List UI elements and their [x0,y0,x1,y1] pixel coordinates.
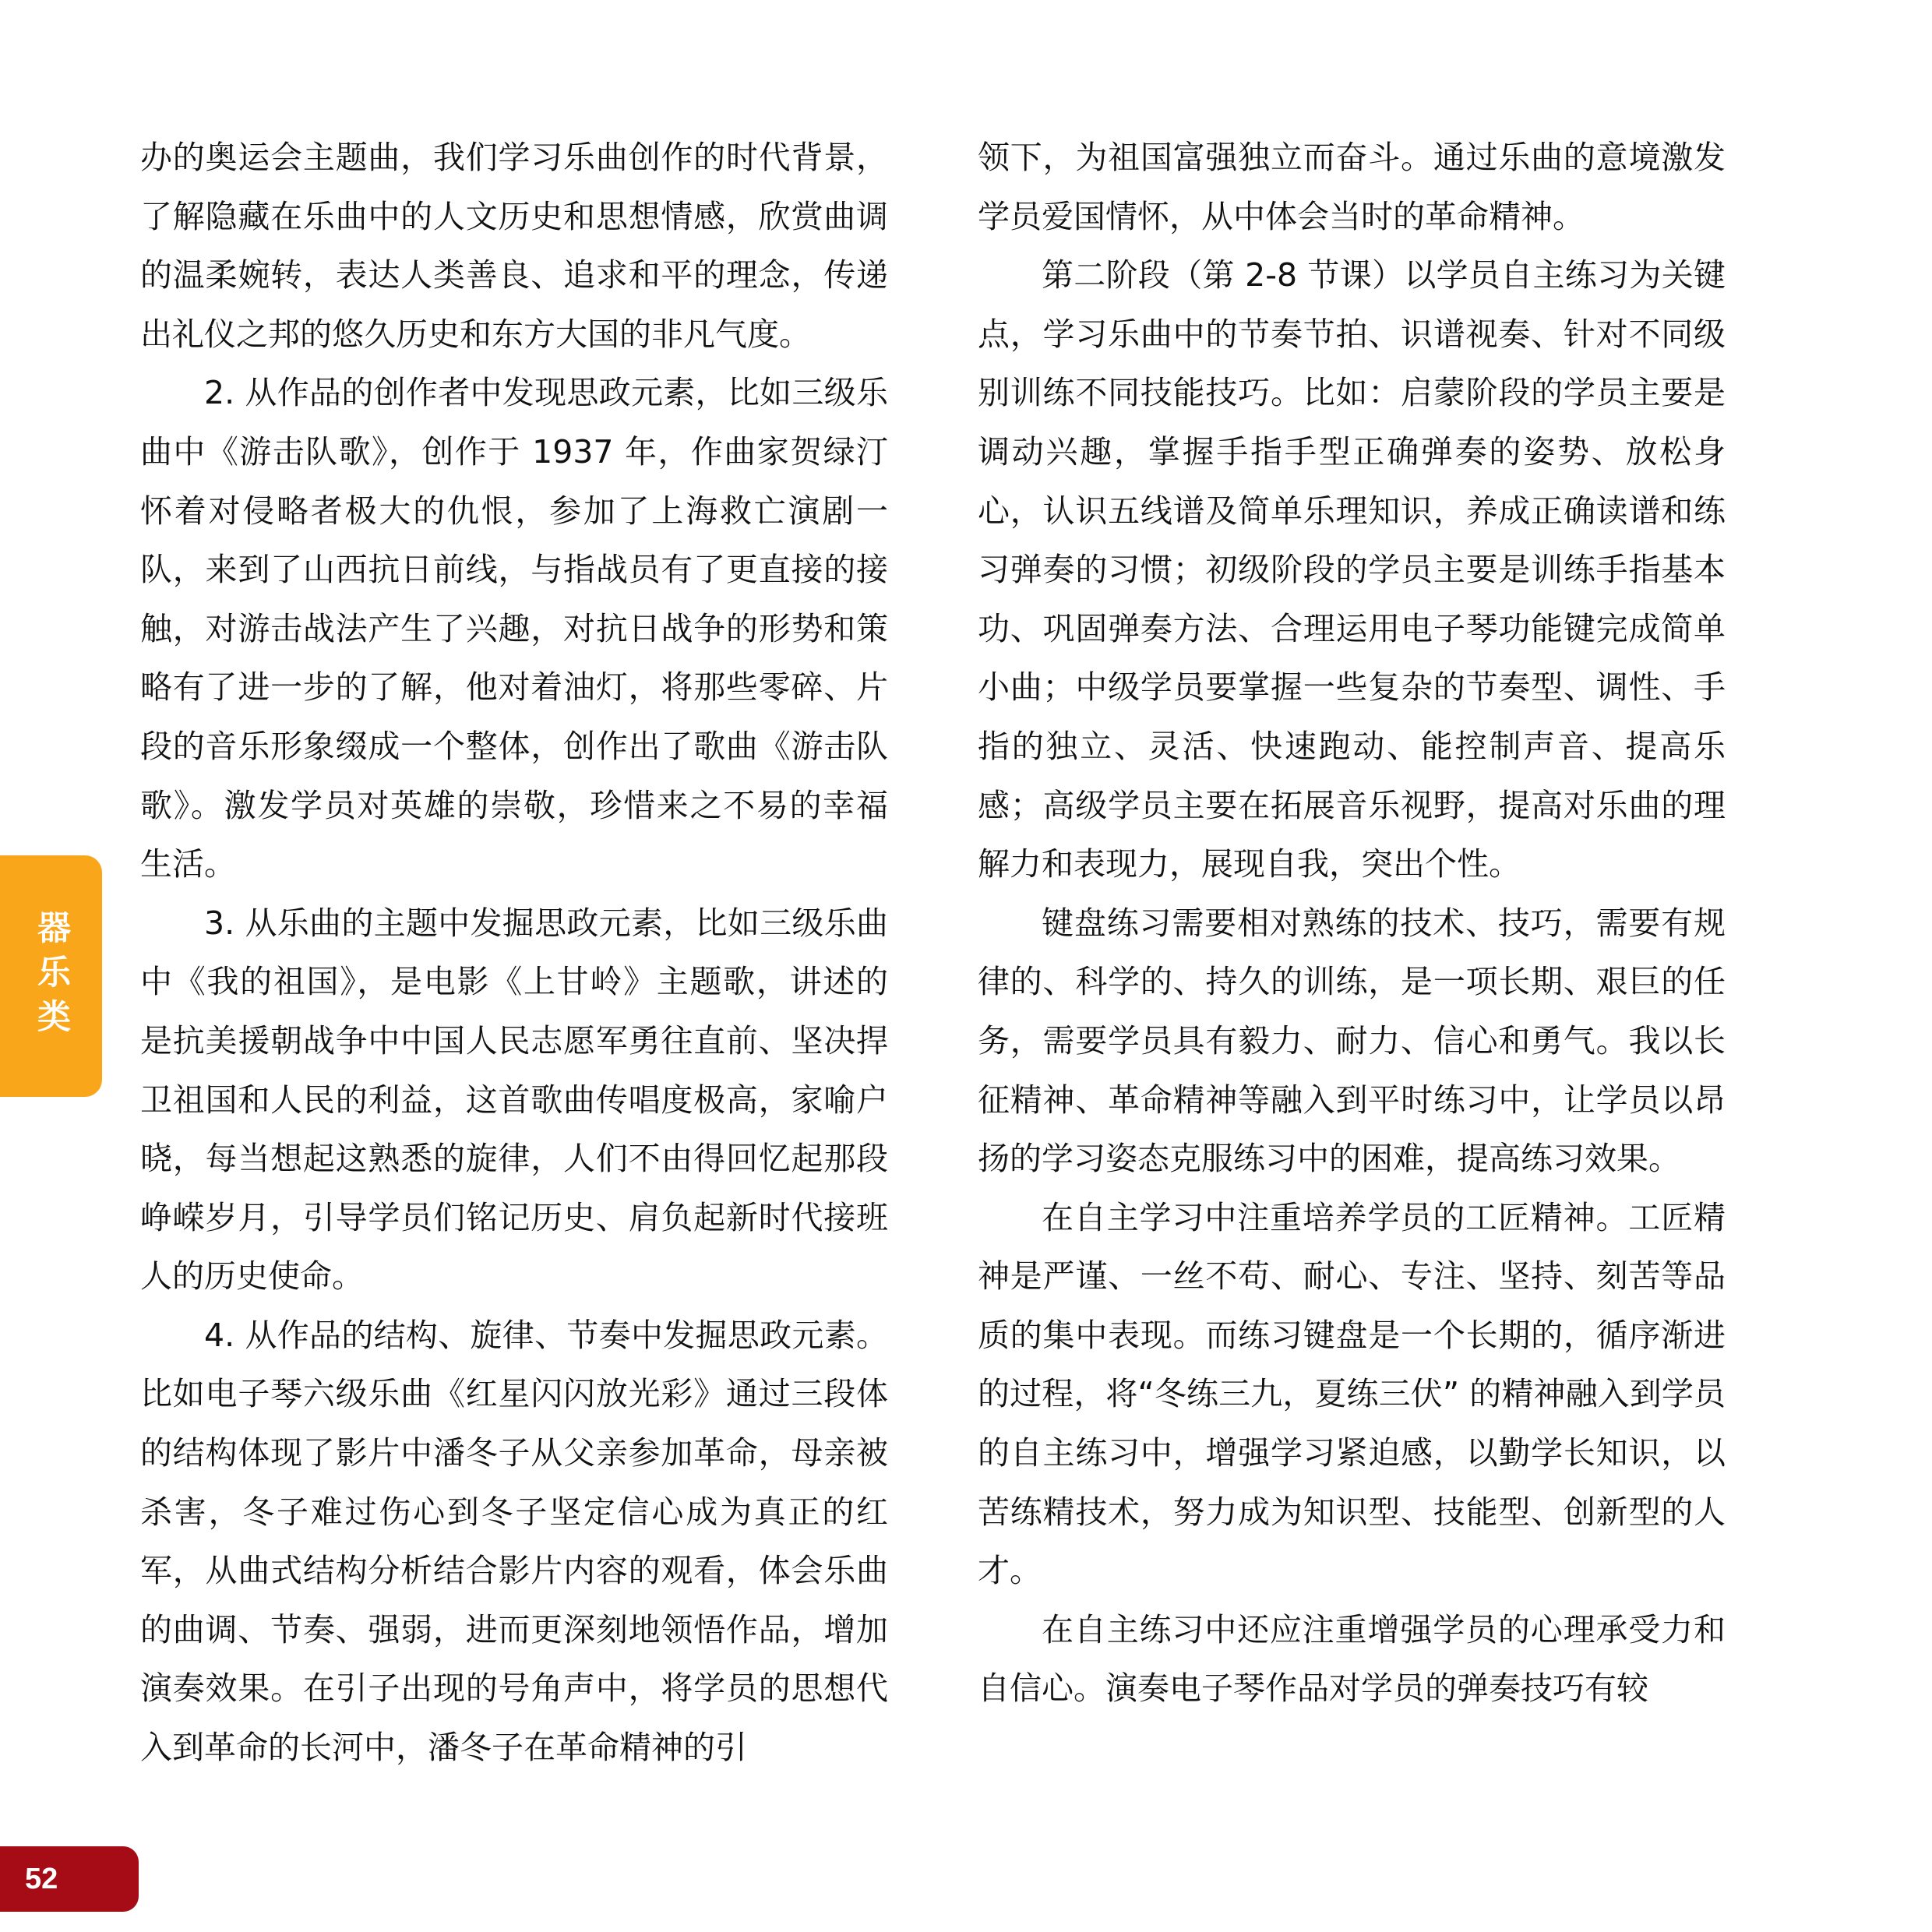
right-text-column [978,129,1726,1719]
paragraph: 在自主练习中还应注重增强学员的心理承受力和自信心。演奏电子琴作品对学员的弹奏技巧有较 [978,1610,1726,1708]
paragraph: 4. 从作品的结构、旋律、节奏中发掘思政元素。比如电子琴六级乐曲《红星闪闪放光彩》通过三段体的结构体现了影片中潘冬子从父亲参加革命，母亲被杀害，冬子难过伤心到冬子坚定信心成为真正的红军，从曲式结构分析结合影片内容的观看，体会乐曲的曲调、节奏、强弱，进而更深刻地领悟作品，增加演奏效果。在引子出现的号角声中，将学员的思想代入到革命的长河中，潘冬子在革命精神的引 [140,1316,888,1767]
section-tab-label: 器乐类 [32,909,71,1043]
paragraph: 领下，为祖国富强独立而奋斗。通过乐曲的意境激发学员爱国情怀，从中体会当时的革命精神。 [978,139,1726,235]
page-number: 52 [0,1846,139,1912]
paragraph: 在自主学习中注重培养学员的工匠精神。工匠精神是严谨、一丝不苟、耐心、专注、坚持、刻苦等品质的集中表现。而练习键盘是一个长期的，循序渐进的过程，将“冬练三九，夏练三伏” 的精神融入到学员的自主练习中，增强学习紧迫感，以勤学长知识，以苦练精技术，努力成为知识型、技能型、创新型的人才。 [978,1198,1726,1590]
section-tab [0,855,102,1097]
paragraph: 2. 从作品的创作者中发现思政元素，比如三级乐曲中《游击队歌》，创作于 1937 年，作曲家贺绿汀怀着对侵略者极大的仇恨，参加了上海救亡演剧一队，来到了山西抗日前线，与指战员有了更直接的接触，对游击战法产生了兴趣，对抗日战争的形势和策略有了进一步的了解，他对着油灯，将那些零碎、片段的音乐形象缀成一个整体，创作出了歌曲《游击队歌》。激发学员对英雄的崇敬，珍惜来之不易的幸福生活。 [140,374,888,883]
left-text-column [140,129,888,1778]
paragraph: 办的奥运会主题曲，我们学习乐曲创作的时代背景，了解隐藏在乐曲中的人文历史和思想情感，欣赏曲调的温柔婉转，表达人类善良、追求和平的理念，传递出礼仪之邦的悠久历史和东方大国的非凡气度。 [140,139,888,353]
paragraph: 键盘练习需要相对熟练的技术、技巧，需要有规律的、科学的、持久的训练，是一项长期、艰巨的任务，需要学员具有毅力、耐力、信心和勇气。我以长征精神、革命精神等融入到平时练习中，让学员以昂扬的学习姿态克服练习中的困难，提高练习效果。 [978,904,1726,1178]
paragraph: 第二阶段（第 2-8 节课）以学员自主练习为关键点，学习乐曲中的节奏节拍、识谱视奏、针对不同级别训练不同技能技巧。比如：启蒙阶段的学员主要是调动兴趣，掌握手指手型正确弹奏的姿势、放松身心，认识五线谱及简单乐理知识，养成正确读谱和练习弹奏的习惯；初级阶段的学员主要是训练手指基本功、巩固弹奏方法、合理运用电子琴功能键完成简单小曲；中级学员要掌握一些复杂的节奏型、调性、手指的独立、灵活、快速跑动、能控制声音、提高乐感；高级学员主要在拓展音乐视野，提高对乐曲的理解力和表现力，展现自我，突出个性。 [978,256,1726,883]
paragraph: 3. 从乐曲的主题中发掘思政元素，比如三级乐曲中《我的祖国》，是电影《上甘岭》主题歌，讲述的是抗美援朝战争中中国人民志愿军勇往直前、坚决捍卫祖国和人民的利益，这首歌曲传唱度极高，家喻户晓，每当想起这熟悉的旋律，人们不由得回忆起那段峥嵘岁月，引导学员们铭记历史、肩负起新时代接班人的历史使命。 [140,904,888,1296]
